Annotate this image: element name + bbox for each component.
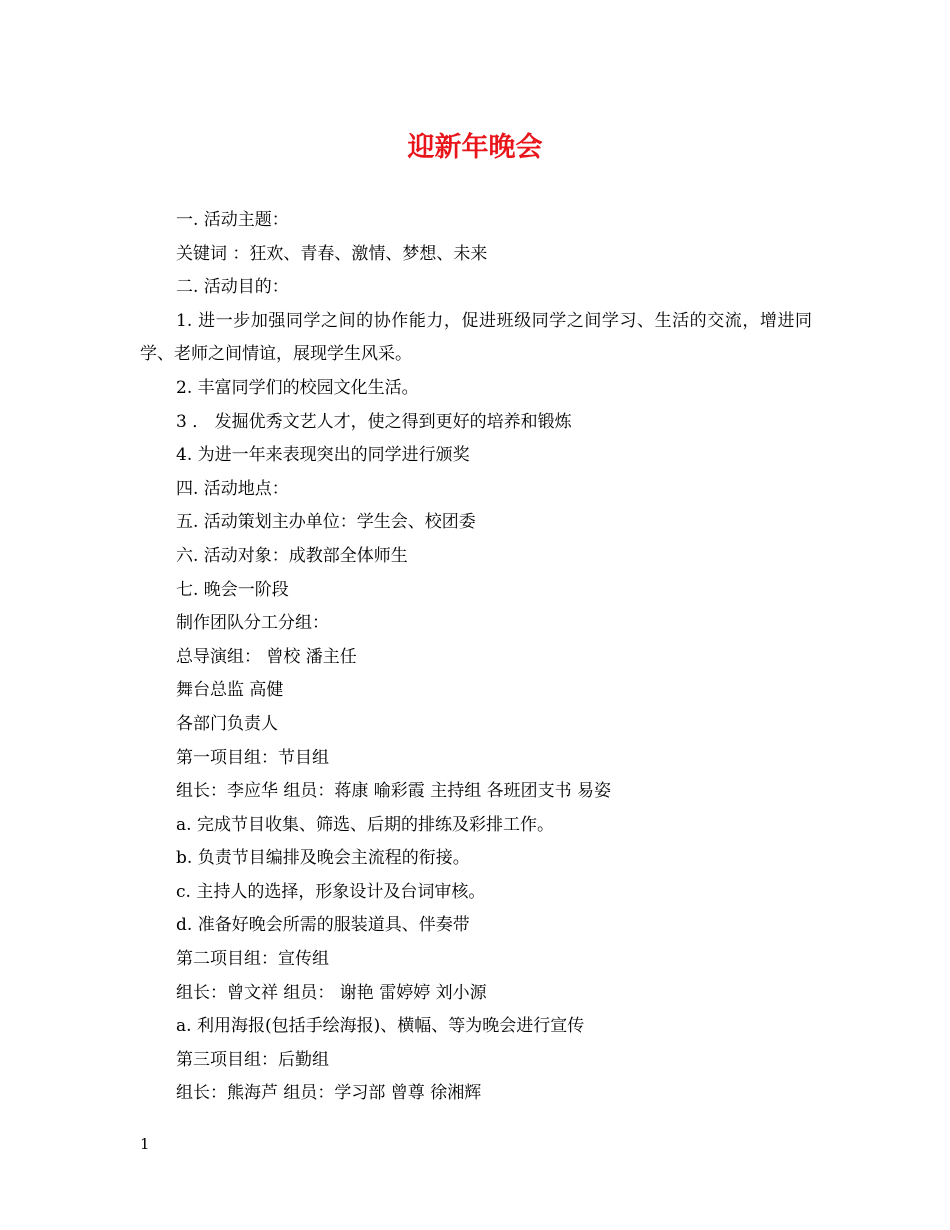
paragraph-keywords: 关键词 ：狂欢、青春、激情、梦想、未来 (176, 243, 488, 264)
paragraph-group-one-members: 组长：李应华 组员：蒋康 喻彩霞 主持组 各班团支书 易姿 (176, 781, 612, 802)
paragraph-theme-heading: 一. 活动主题： (176, 210, 289, 230)
paragraph-stage-one: 七. 晚会一阶段 (176, 579, 289, 600)
paragraph-group-three: 第三项目组：后勤组 (176, 1049, 329, 1070)
paragraph-group-three-members: 组长：熊海芦 组员：学习部 曾尊 徐湘辉 (176, 1083, 482, 1104)
paragraph-purpose-4: 4. 为进一年来表现突出的同学进行颁奖 (176, 445, 470, 466)
paragraph-group-two: 第二项目组：宣传组 (176, 949, 329, 970)
paragraph-group-one-task-c: c. 主持人的选择，形象设计及台词审核。 (176, 881, 486, 902)
paragraph-stage-director: 舞台总监 高健 (176, 680, 284, 701)
paragraph-group-one: 第一项目组：节目组 (176, 747, 329, 768)
paragraph-purpose-2: 2. 丰富同学们的校园文化生活。 (176, 377, 419, 398)
paragraph-department-heads: 各部门负责人 (176, 713, 278, 734)
paragraph-location: 四. 活动地点： (176, 478, 289, 499)
paragraph-purpose-heading: 二. 活动目的： (176, 277, 289, 298)
paragraph-group-one-task-b: b. 负责节目编排及晚会主流程的衔接。 (176, 848, 470, 869)
paragraph-organizer: 五. 活动策划主办单位：学生会、校团委 (176, 512, 476, 533)
paragraph-group-one-task-a: a. 完成节目收集、筛选、后期的排练及彩排工作。 (176, 814, 554, 835)
paragraph-group-two-task-a: a. 利用海报(包括手绘海报)、横幅、等为晚会进行宣传 (176, 1016, 585, 1037)
paragraph-group-one-task-d: d. 准备好晚会所需的服装道具、伴奏带 (176, 915, 470, 936)
page-title: 迎新年晚会 (407, 132, 543, 163)
paragraph-audience: 六. 活动对象：成教部全体师生 (176, 545, 408, 566)
paragraph-group-two-members: 组长：曾文祥 组员： 谢艳 雷婷婷 刘小源 (176, 982, 487, 1003)
paragraph-team-division: 制作团队分工分组： (176, 613, 329, 634)
paragraph-purpose-3: 3 ． 发掘优秀文艺人才，使之得到更好的培养和锻炼 (176, 411, 572, 432)
page-number: 1 (140, 1135, 150, 1153)
document-body (140, 204, 812, 1111)
paragraph-purpose-1: 1. 进一步加强同学之间的协作能力，促进班级同学之间学习、生活的交流，增进同学、老师之间情谊，展现学生风采。 (140, 310, 812, 365)
paragraph-director-group: 总导演组： 曾校 潘主任 (176, 646, 357, 667)
